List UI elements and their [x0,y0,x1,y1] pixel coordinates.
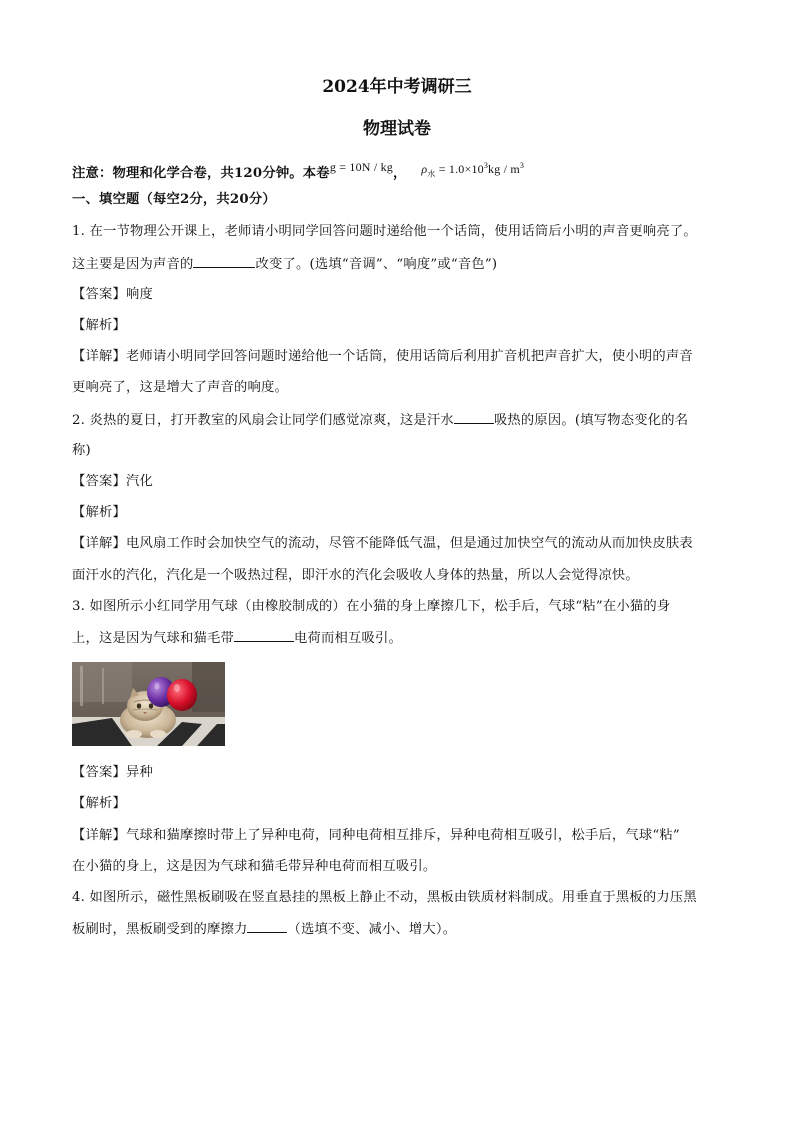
q1-analysis-tag: 【解析】 [72,318,126,333]
q3-stem-line1: 3. 如图所示小红同学用气球（由橡胶制成的）在小猫的身上摩擦几下，松手后，气球“粘”在小猫的身 [72,599,671,614]
rho-symbol: ρ [421,162,428,176]
gravity-formula: g = 10N / kg [329,160,393,174]
notice-comma: ， [392,166,407,181]
q1-detail-text1: 老师请小明同学回答问题时递给他一个话筒，使用话筒后利用扩音机把声音扩大，使小明的声音 [126,349,693,364]
section-heading: 一、填空题（每空2分，共20分） [72,192,276,207]
q1-stem-text-b: 改变了。(选填“音调”、“响度”或“音色”) [255,257,498,272]
rho-subscript: 水 [427,169,436,179]
q3-detail-text1: 气球和猫摩擦时带上了异种电荷，同种电荷相互排斥，异种电荷相互吸引，松手后，气球“粘” [126,828,680,843]
q4-stem-line1: 4. 如图所示，磁性黑板刷吸在竖直悬挂的黑板上静止不动，黑板由铁质材料制成。用垂直于黑板的力压黑 [72,890,697,905]
q1-detail-line2: 更响亮了，这是增大了声音的响度。 [72,380,288,395]
page-subtitle: 物理试卷 [363,119,431,139]
answer-tag: 【答案】 [72,765,126,780]
q3-answer-blank [234,628,294,642]
q1-stem-text-a: 这主要是因为声音的 [72,257,194,272]
detail-tag: 【详解】 [72,349,126,364]
answer-tag: 【答案】 [72,474,126,489]
rho-unit-exponent: 3 [519,161,525,170]
q2-stem-text-a: 2. 炎热的夏日，打开教室的风扇会让同学们感觉凉爽，这是汗水 [72,413,454,428]
rho-unit: kg / m [488,162,520,176]
cat-balloon-photo [72,662,225,746]
q3-stem-line2 [72,628,402,649]
detail-tag: 【详解】 [72,536,126,551]
q3-stem-text-a: 上，这是因为气球和猫毛带 [72,631,234,646]
q1-detail-line1 [72,347,693,367]
q1-answer: 响度 [126,287,153,302]
q2-answer-line [72,472,153,492]
rho-value: = 1.0×10 [438,162,484,176]
q3-detail-line2: 在小猫的身上，这是因为气球和猫毛带异种电荷而相互吸引。 [72,859,437,874]
q2-stem-line1 [72,410,688,431]
q1-stem-line1: 1. 在一节物理公开课上，老师请小明同学回答问题时递给他一个话筒，使用话筒后小明的声音更响亮了。 [72,224,697,239]
q3-analysis-tag: 【解析】 [72,796,126,811]
q1-answer-line [72,285,153,305]
notice-text: 注意：物理和化学合卷，共120分钟。本卷 [72,166,330,181]
rho-exponent: 3 [483,161,489,170]
q3-answer-line [72,763,153,783]
q4-stem-line2 [72,919,456,940]
q4-stem-text-a: 板刷时，黑板刷受到的摩擦力 [72,922,248,937]
detail-tag: 【详解】 [72,828,126,843]
q2-detail-line1 [72,534,693,554]
page-title: 2024年中考调研三 [322,77,472,97]
answer-tag: 【答案】 [72,287,126,302]
q3-detail-line1 [72,826,680,846]
q1-answer-blank [193,254,255,268]
q2-detail-line2: 面汗水的汽化，汽化是一个吸热过程，即汗水的汽化会吸收人身体的热量，所以人会觉得凉快。 [72,568,639,583]
q2-stem-line2: 称) [72,443,91,458]
q3-answer: 异种 [126,765,153,780]
q1-stem-line2 [72,254,497,275]
q4-answer-blank [247,919,287,933]
q2-answer-blank [454,410,494,424]
q4-stem-text-b: （选填不变、减小、增大）。 [287,922,457,937]
density-formula [421,161,525,179]
q2-stem-text-b: 吸热的原因。(填写物态变化的名 [493,413,689,428]
q2-detail-text1: 电风扇工作时会加快空气的流动，尽管不能降低气温，但是通过加快空气的流动从而加快皮肤表 [126,536,693,551]
q3-stem-text-b: 电荷而相互吸引。 [293,631,402,646]
notice-line [72,160,524,188]
q2-analysis-tag: 【解析】 [72,505,126,520]
q2-answer: 汽化 [126,474,153,489]
